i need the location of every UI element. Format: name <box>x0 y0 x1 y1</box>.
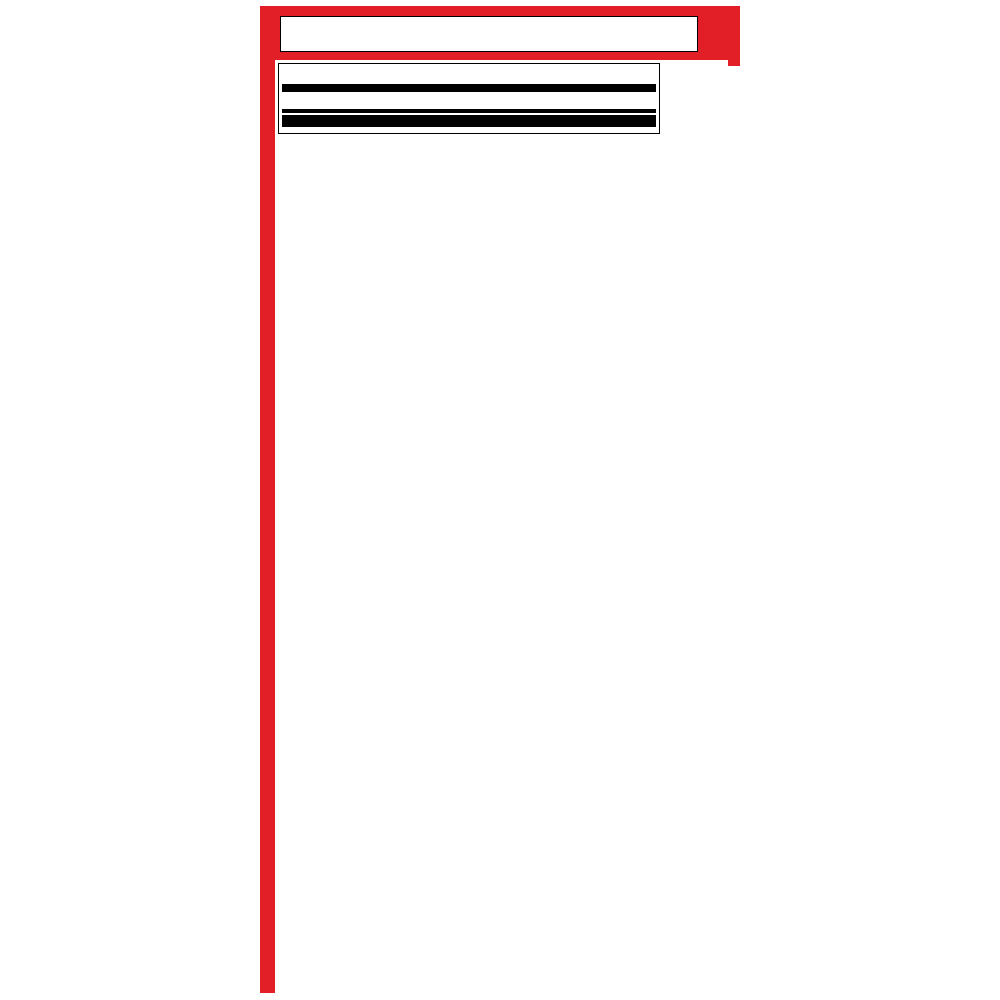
side-instructions <box>668 66 740 966</box>
left-red-border <box>260 6 275 993</box>
serving-info <box>279 66 659 84</box>
right-red-corner <box>728 6 740 66</box>
amount-header <box>279 92 659 109</box>
medium-rule <box>282 109 656 113</box>
other-ingredients <box>275 955 667 959</box>
supplement-facts-box <box>278 63 660 134</box>
thick-rule <box>282 84 656 92</box>
fda-disclaimer <box>280 16 698 52</box>
footnotes <box>279 127 659 133</box>
supplement-facts-panel <box>275 60 660 980</box>
